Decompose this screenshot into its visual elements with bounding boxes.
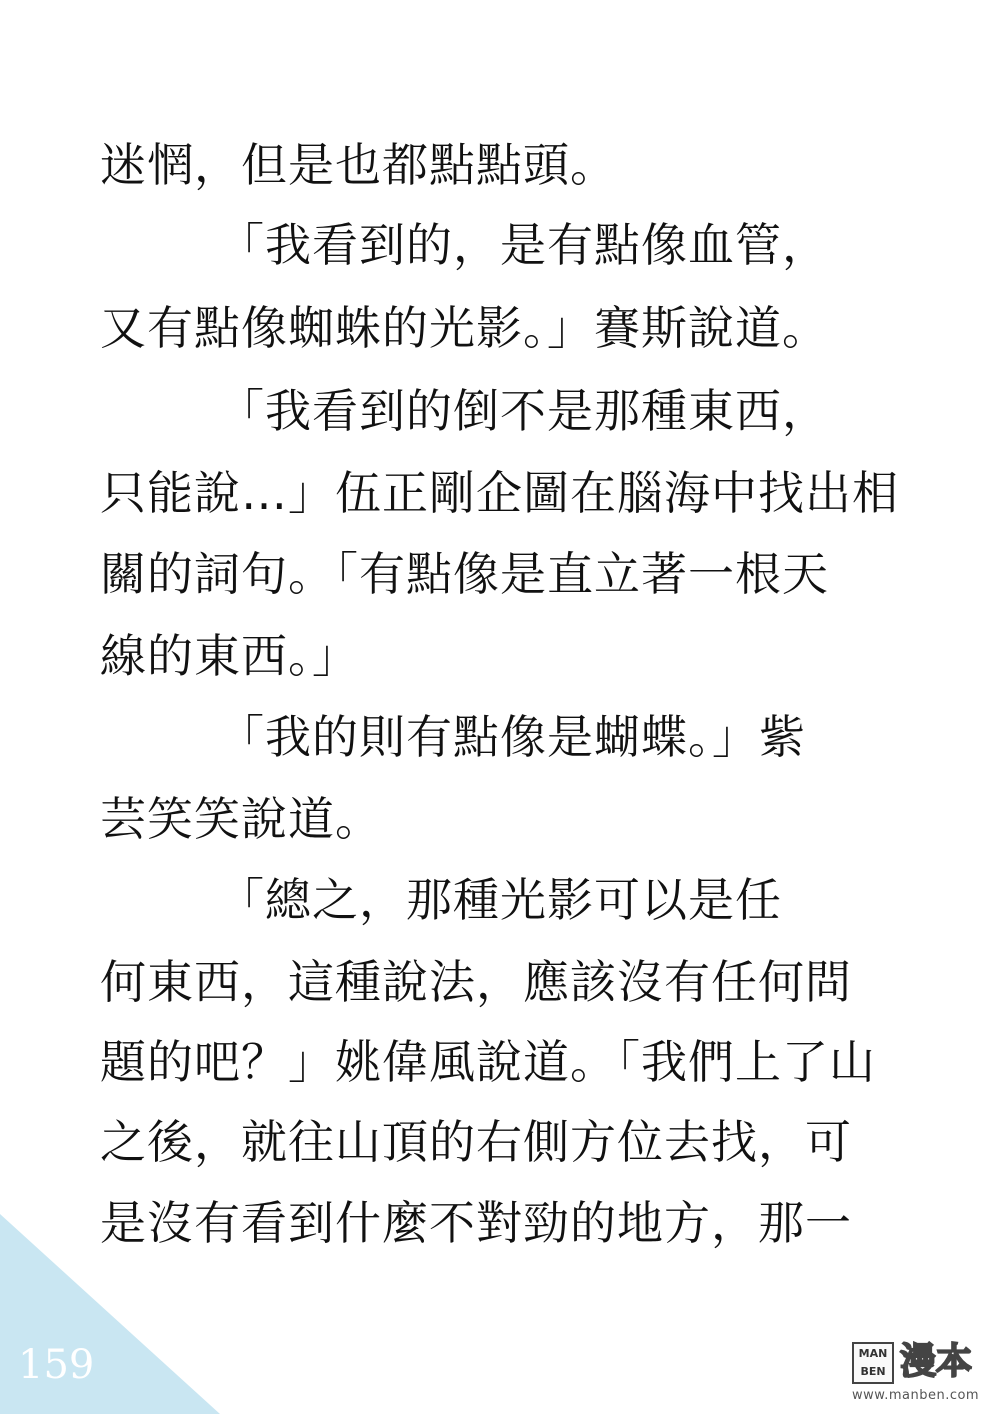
watermark-url: www.manben.com: [852, 1388, 980, 1403]
text-line: 關的詞句。「有點像是直立著一根天: [100, 547, 829, 601]
text-line: 之後，就往山頂的右側方位去找，可: [100, 1115, 852, 1169]
watermark-title: 漫本: [900, 1341, 973, 1382]
text-line: 「我的則有點像是蝴蝶。」紫: [100, 710, 806, 764]
text-line: 題的吧？」姚偉風說道。「我們上了山: [100, 1035, 876, 1089]
text-line: 「總之，那種光影可以是任: [100, 873, 782, 927]
text-line: 「我看到的，是有點像血管，: [100, 218, 829, 272]
text-line: 只能說…」伍正剛企圖在腦海中找出相: [100, 466, 899, 520]
text-line: 線的東西。」: [100, 629, 359, 683]
page-number: 159: [18, 1342, 95, 1388]
text-line: 迷惘，但是也都點點頭。: [100, 138, 617, 192]
text-line: 又有點像蜘蛛的光影。」賽斯說道。: [100, 301, 829, 355]
watermark: [852, 1342, 988, 1404]
text-line: 「我看到的倒不是那種東西，: [100, 384, 829, 438]
text-line: 何東西，這種說法，應該沒有任何問: [100, 955, 852, 1009]
text-line: 是沒有看到什麼不對勁的地方，那一: [100, 1196, 852, 1250]
text-line: 芸笑笑說道。: [100, 792, 382, 846]
watermark-logo: MAN BEN: [852, 1342, 894, 1384]
